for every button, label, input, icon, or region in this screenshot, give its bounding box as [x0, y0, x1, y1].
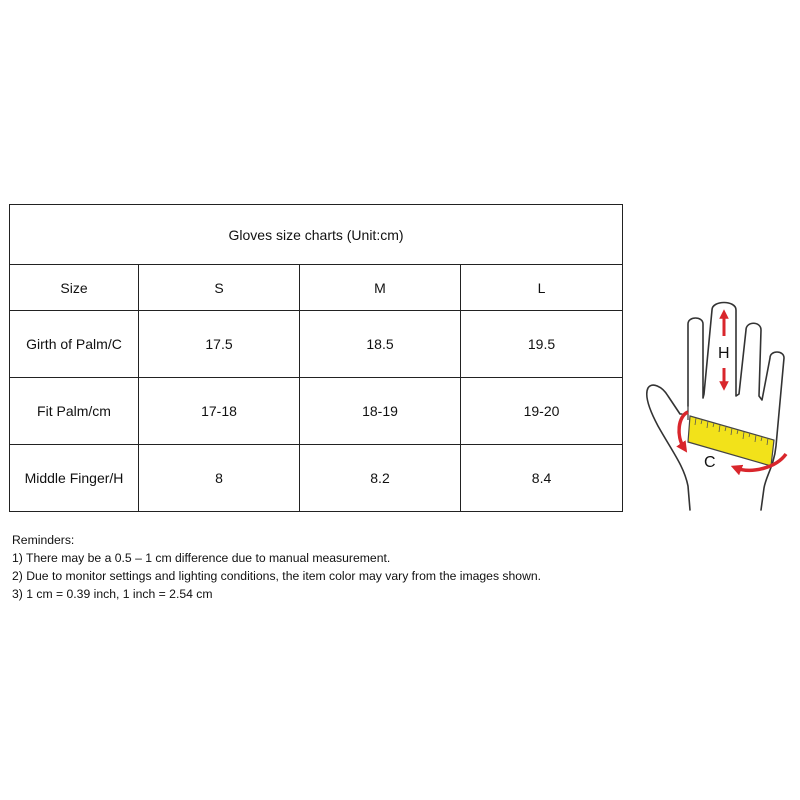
- table-row: [10, 311, 623, 378]
- measuring-tape: [688, 416, 774, 466]
- row-label: Girth of Palm/C: [10, 311, 139, 378]
- table-header-row: [10, 265, 623, 311]
- circumference-label: C: [704, 454, 716, 471]
- cell-value: 19-20: [461, 378, 623, 445]
- table-row: [10, 445, 623, 512]
- cell-value: 8: [139, 445, 300, 512]
- table-row: [10, 378, 623, 445]
- header-l: L: [461, 265, 623, 311]
- cell-value: 17-18: [139, 378, 300, 445]
- header-s: S: [139, 265, 300, 311]
- cell-value: 18.5: [300, 311, 461, 378]
- size-chart-table: [9, 204, 623, 512]
- cell-value: 18-19: [300, 378, 461, 445]
- header-size: Size: [10, 265, 139, 311]
- cell-value: 17.5: [139, 311, 300, 378]
- reminder-item: 2) Due to monitor settings and lighting conditions, the item color may vary from the images shown.: [12, 569, 542, 583]
- table-title-row: [10, 205, 623, 265]
- hand-measurement-diagram: [636, 296, 800, 516]
- reminder-item: 3) 1 cm = 0.39 inch, 1 inch = 2.54 cm: [12, 587, 213, 601]
- height-label: H: [718, 345, 730, 362]
- cell-value: 8.2: [300, 445, 461, 512]
- cell-value: 8.4: [461, 445, 623, 512]
- row-label: Middle Finger/H: [10, 445, 139, 512]
- header-m: M: [300, 265, 461, 311]
- row-label: Fit Palm/cm: [10, 378, 139, 445]
- hand-outline: [647, 303, 784, 511]
- reminders-heading: Reminders:: [12, 533, 75, 547]
- reminder-item: 1) There may be a 0.5 – 1 cm difference due to manual measurement.: [12, 551, 391, 565]
- table-title: Gloves size charts (Unit:cm): [10, 205, 623, 265]
- cell-value: 19.5: [461, 311, 623, 378]
- reminders: [12, 531, 541, 603]
